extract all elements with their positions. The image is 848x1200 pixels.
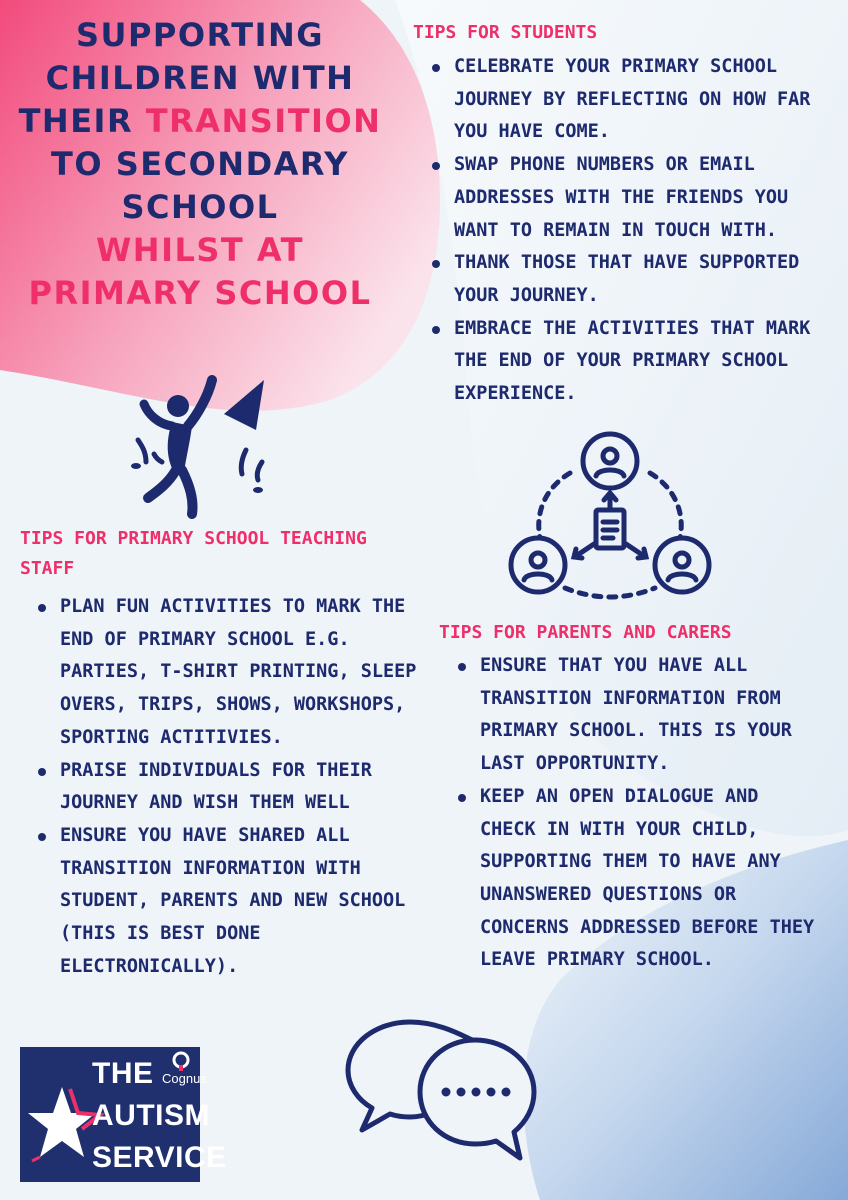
list-item	[38, 591, 418, 755]
parents-heading: TIPS FOR PARENTS AND CARERS	[439, 622, 732, 643]
list-item-text: KEEP AN OPEN DIALOGUE AND CHECK IN WITH YOUR CHILD, SUPPORTING THEM TO HAVE ANY UNANSWERED QUESTIONS OR CONCERNS ADDRESSED BEFORE THEY LEAVE PRIMARY SCHOOL.	[480, 785, 815, 971]
list-item	[432, 247, 832, 312]
logo-line-1: THE	[92, 1057, 154, 1090]
bullet-icon	[432, 64, 440, 72]
title-line-3-dark: THEIR	[18, 102, 146, 140]
bullet-icon	[432, 162, 440, 170]
speech-bubbles-icon	[340, 1012, 540, 1192]
list-item-text: SWAP PHONE NUMBERS OR EMAIL ADDRESSES WITH THE FRIENDS YOU WANT TO REMAIN IN TOUCH WITH.	[454, 154, 789, 241]
students-tips-list	[432, 51, 832, 411]
teachers-tips-list	[38, 591, 418, 983]
bullet-icon	[432, 326, 440, 334]
celebrating-child-icon	[128, 374, 278, 524]
logo-line-2: AUTISM	[92, 1099, 210, 1132]
list-item-text: PRAISE INDIVIDUALS FOR THEIR JOURNEY AND WISH THEM WELL	[60, 759, 372, 814]
autism-service-logo	[20, 1047, 227, 1182]
title-line-3-pink: TRANSITION	[145, 102, 382, 140]
list-item	[432, 313, 832, 411]
list-item-text: CELEBRATE YOUR PRIMARY SCHOOL JOURNEY BY REFLECTING ON HOW FAR YOU HAVE COME.	[454, 56, 811, 143]
bullet-icon	[38, 768, 46, 776]
title-line-5: SCHOOL	[121, 188, 279, 226]
list-item-text: PLAN FUN ACTIVITIES TO MARK THE END OF PRIMARY SCHOOL E.G. PARTIES, T-SHIRT PRINTING, SLEEP OVERS, TRIPS, SHOWS, WORKSHOPS, SPORTING ACTITIVIES.	[60, 596, 417, 748]
title-line-6: WHILST AT	[96, 231, 304, 269]
list-item	[38, 820, 418, 984]
bullet-icon	[38, 604, 46, 612]
title-line-4: TO SECONDARY	[51, 145, 349, 183]
list-item-text: ENSURE THAT YOU HAVE ALL TRANSITION INFORMATION FROM PRIMARY SCHOOL. THIS IS YOUR LAST OPPORTUNITY.	[480, 655, 792, 775]
teachers-heading: TIPS FOR PRIMARY SCHOOL TEACHING STAFF	[20, 528, 367, 579]
title-line-7: PRIMARY SCHOOL	[28, 274, 372, 312]
bullet-icon	[458, 794, 466, 802]
logo-line-3: SERVICE	[92, 1141, 227, 1174]
poster-title	[0, 14, 400, 315]
list-item	[38, 755, 418, 820]
title-line-1: SUPPORTING	[75, 16, 325, 54]
list-item	[432, 51, 832, 149]
bullet-icon	[432, 260, 440, 268]
list-item	[458, 650, 818, 781]
list-item	[458, 781, 818, 977]
list-item-text: THANK THOSE THAT HAVE SUPPORTED YOUR JOURNEY.	[454, 252, 800, 306]
parents-tips-list	[458, 650, 818, 977]
students-heading: TIPS FOR STUDENTS	[413, 22, 598, 43]
title-line-2: CHILDREN WITH	[45, 59, 355, 97]
bullet-icon	[458, 663, 466, 671]
list-item-text: ENSURE YOU HAVE SHARED ALL TRANSITION INFORMATION WITH STUDENT, PARENTS AND NEW SCHOOL (THIS IS BEST DONE ELECTRONICALLY).	[60, 824, 406, 977]
bullet-icon	[38, 833, 46, 841]
logo-brand: Cognus	[162, 1071, 207, 1086]
star-logo-icon	[26, 1083, 98, 1163]
title-line-3	[0, 100, 400, 143]
list-item-text: EMBRACE THE ACTIVITIES THAT MARK THE END OF YOUR PRIMARY SCHOOL EXPERIENCE.	[454, 317, 811, 405]
people-network-icon	[510, 428, 710, 608]
list-item	[432, 149, 832, 247]
